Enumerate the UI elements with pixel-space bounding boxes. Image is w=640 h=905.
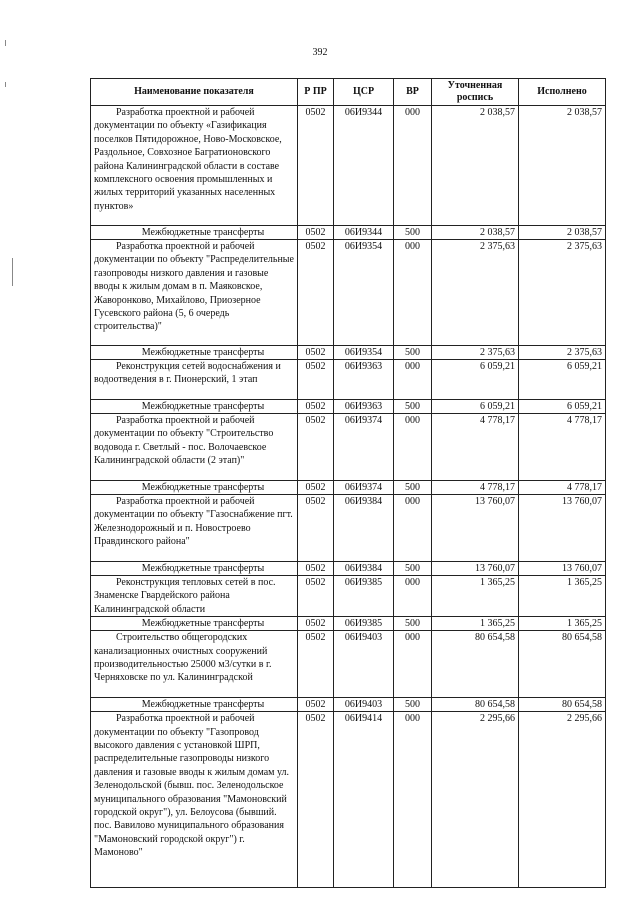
cell-plan: 6 059,21 [432,400,519,414]
cell-vr: 000 [394,106,432,226]
header-exec: Исполнено [519,79,606,106]
header-csr: ЦСР [334,79,394,106]
cell-vr: 500 [394,346,432,360]
cell-rpr: 0502 [298,346,334,360]
cell-rpr: 0502 [298,240,334,346]
cell-plan: 80 654,58 [432,631,519,698]
cell-rpr: 0502 [298,712,334,888]
cell-csr: 06И9354 [334,240,394,346]
table-header-row [91,79,606,106]
table-body [91,106,606,888]
cell-plan: 2 375,63 [432,240,519,346]
cell-rpr: 0502 [298,698,334,712]
table-row-item [91,576,606,617]
cell-exec: 2 375,63 [519,240,606,346]
cell-vr: 500 [394,481,432,495]
page-number: 392 [312,47,328,58]
cell-csr: 06И9344 [334,226,394,240]
cell-exec: 13 760,07 [519,495,606,562]
cell-name: Реконструкция сетей водоснабжения и водоотведения в г. Пионерский, 1 этап [91,360,298,400]
cell-exec: 6 059,21 [519,360,606,400]
cell-csr: 06И9384 [334,495,394,562]
cell-plan: 2 038,57 [432,226,519,240]
cell-name: Реконструкция тепловых сетей в пос. Знаменске Гвардейского района Калининградской области [91,576,298,617]
cell-rpr: 0502 [298,226,334,240]
cell-plan: 2 038,57 [432,106,519,226]
cell-csr: 06И9374 [334,414,394,481]
cell-plan: 4 778,17 [432,481,519,495]
cell-vr: 500 [394,562,432,576]
cell-csr: 06И9384 [334,562,394,576]
cell-name: Разработка проектной и рабочей документации по объекту "Строительство водовода г. Светлый - пос. Волочаевское Калининградской области (2 этап)" [91,414,298,481]
scan-edge-mark [12,258,13,286]
cell-csr: 06И9403 [334,698,394,712]
cell-plan: 13 760,07 [432,562,519,576]
cell-rpr: 0502 [298,631,334,698]
cell-exec: 13 760,07 [519,562,606,576]
cell-plan: 80 654,58 [432,698,519,712]
table-row-item [91,360,606,400]
cell-name: Межбюджетные трансферты [91,481,298,495]
cell-csr: 06И9385 [334,576,394,617]
table-row-item [91,631,606,698]
cell-plan: 1 365,25 [432,576,519,617]
table-row-item [91,495,606,562]
cell-rpr: 0502 [298,106,334,226]
cell-vr: 500 [394,226,432,240]
cell-name: Разработка проектной и рабочей документации по объекту "Распределительные газопроводы низкого давления и газовые вводы к жилым домам в п. Маяковское, Жаворонково, Михайлово, Приозерное Гусевского района (5, 6 очередь строительства)" [91,240,298,346]
cell-vr: 000 [394,576,432,617]
cell-rpr: 0502 [298,400,334,414]
cell-vr: 500 [394,617,432,631]
cell-rpr: 0502 [298,414,334,481]
cell-exec: 6 059,21 [519,400,606,414]
scan-edge-mark [5,82,6,87]
cell-name: Межбюджетные трансферты [91,400,298,414]
cell-csr: 06И9363 [334,400,394,414]
table-row-transfer [91,617,606,631]
table-row-item [91,712,606,888]
cell-plan: 6 059,21 [432,360,519,400]
cell-vr: 500 [394,698,432,712]
cell-rpr: 0502 [298,562,334,576]
table-row-transfer [91,562,606,576]
cell-name: Межбюджетные трансферты [91,562,298,576]
cell-exec: 2 375,63 [519,346,606,360]
table-row-item [91,414,606,481]
cell-vr: 000 [394,495,432,562]
cell-rpr: 0502 [298,481,334,495]
cell-plan: 1 365,25 [432,617,519,631]
cell-name: Разработка проектной и рабочей документации по объекту "Газопровод высокого давления с установкой ШРП, распределительные газопроводы низкого давления и газовые вводы к жилым домам ул. Зеленодольской (бывш. пос. Зеленодольское муниципального образования "Мамоновский городской округ"), ул. Белоусова (бывший. пос. Вавилово муниципального образования "Мамоновский городской округ") г. Мамоново" [91,712,298,888]
cell-exec: 2 038,57 [519,106,606,226]
cell-name: Межбюджетные трансферты [91,698,298,712]
cell-name: Строительство общегородских канализационных очистных сооружений производительностью 25000 м3/сутки в г. Черняховске по ул. Калининградской [91,631,298,698]
cell-exec: 4 778,17 [519,414,606,481]
table-row-item [91,106,606,226]
cell-rpr: 0502 [298,495,334,562]
cell-plan: 2 295,66 [432,712,519,888]
cell-rpr: 0502 [298,360,334,400]
cell-vr: 000 [394,712,432,888]
cell-vr: 000 [394,240,432,346]
table-row-transfer [91,698,606,712]
cell-csr: 06И9385 [334,617,394,631]
cell-csr: 06И9354 [334,346,394,360]
cell-csr: 06И9414 [334,712,394,888]
table-row-transfer [91,226,606,240]
cell-plan: 13 760,07 [432,495,519,562]
cell-exec: 2 038,57 [519,226,606,240]
cell-exec: 2 295,66 [519,712,606,888]
table-row-item [91,240,606,346]
scan-edge-mark [5,40,6,46]
cell-plan: 2 375,63 [432,346,519,360]
cell-exec: 4 778,17 [519,481,606,495]
cell-exec: 80 654,58 [519,698,606,712]
cell-csr: 06И9403 [334,631,394,698]
cell-vr: 000 [394,414,432,481]
cell-exec: 80 654,58 [519,631,606,698]
table-row-transfer [91,346,606,360]
header-name: Наименование показателя [91,79,298,106]
cell-exec: 1 365,25 [519,576,606,617]
cell-name: Межбюджетные трансферты [91,617,298,631]
budget-execution-table [90,78,606,888]
cell-rpr: 0502 [298,576,334,617]
cell-rpr: 0502 [298,617,334,631]
header-rpr: Р ПР [298,79,334,106]
cell-vr: 000 [394,360,432,400]
table-row-transfer [91,400,606,414]
cell-name: Разработка проектной и рабочей документации по объекту "Газоснабжение пгт. Железнодорожный и п. Новостроево Правдинского района" [91,495,298,562]
cell-csr: 06И9344 [334,106,394,226]
cell-name: Межбюджетные трансферты [91,346,298,360]
cell-vr: 500 [394,400,432,414]
cell-csr: 06И9374 [334,481,394,495]
cell-name: Межбюджетные трансферты [91,226,298,240]
cell-name: Разработка проектной и рабочей документации по объекту «Газификация поселков Пятидорожное, Ново-Московское, Раздольное, Совхозное Багратионовского района Калининградской области в составе комплексного освоения промышленных и жилых территорий указанных населенных пунктов» [91,106,298,226]
cell-exec: 1 365,25 [519,617,606,631]
cell-vr: 000 [394,631,432,698]
header-plan: Уточненная роспись [432,79,519,106]
header-vr: ВР [394,79,432,106]
table-row-transfer [91,481,606,495]
cell-plan: 4 778,17 [432,414,519,481]
cell-csr: 06И9363 [334,360,394,400]
